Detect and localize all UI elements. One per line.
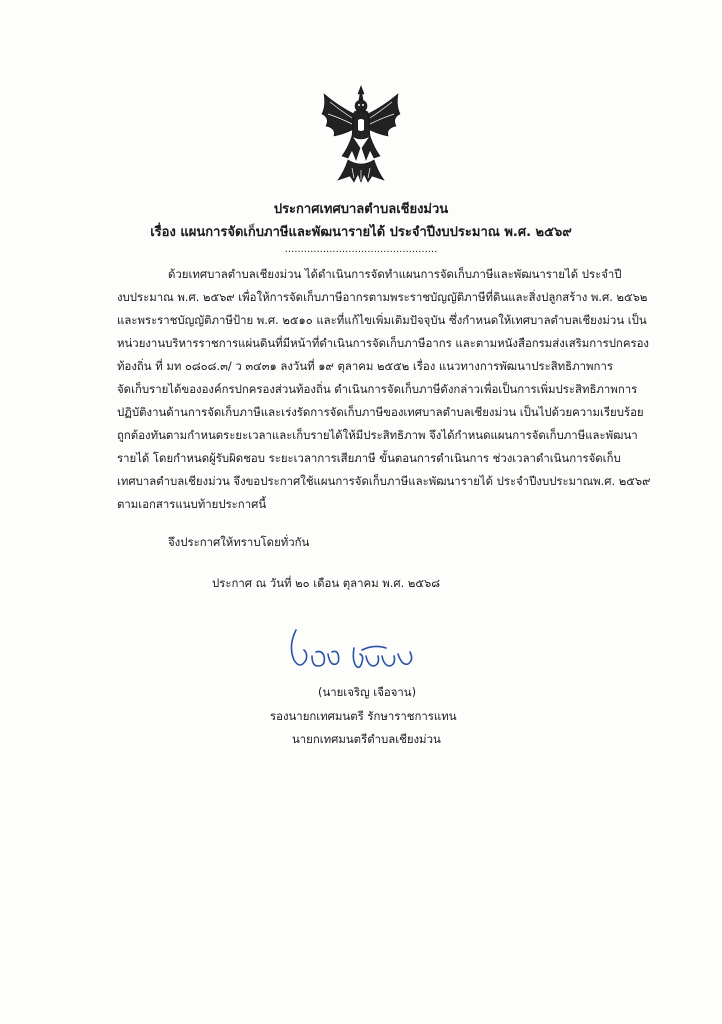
paragraph-line: เทศบาลตำบลเชียงม่วน จึงขอประกาศใช้แผนการจัดเก็บภาษีและพัฒนารายได้ ประจำปีงบประมาณพ.ศ. ๒๕๖๙ [117, 474, 651, 488]
paragraph-line: และพระราชบัญญัติภาษีป้าย พ.ศ. ๒๕๑๐ และที่แก้ไขเพิ่มเติมปัจจุบัน ซึ่งกำหนดให้เทศบาลตำบลเชียงม่วน เป็น [117, 313, 647, 327]
handwritten-signature [282, 620, 432, 676]
announce-line: จึงประกาศให้ทราบโดยทั่วกัน [168, 535, 310, 549]
garuda-emblem [318, 84, 404, 184]
paragraph-line: ปฏิบัติงานด้านการจัดเก็บภาษีและเร่งรัดการจัดเก็บภาษีของเทศบาลตำบลเชียงม่วน เป็นไปด้วยความเรียบร้อย [117, 405, 644, 419]
title-divider: ................................................ [284, 244, 438, 255]
paragraph-line: ตามเอกสารแนบท้ายประกาศนี้ [117, 497, 267, 511]
paragraph-line: หน่วยงานบริหารราชการแผ่นดินที่มีหน้าที่ดำเนินการจัดเก็บภาษีอากร และตามหนังสือกรมส่งเสริมการปกครอง [117, 336, 649, 350]
paragraph-line: งบประมาณ พ.ศ. ๒๕๖๙ เพื่อให้การจัดเก็บภาษีอากรตามพระราชบัญญัติภาษีที่ดินและสิ่งปลูกสร้าง พ.ศ. ๒๕๖๒ [117, 290, 648, 304]
paragraph-line: จัดเก็บรายได้ขององค์กรปกครองส่วนท้องถิ่น ดำเนินการจัดเก็บภาษีดังกล่าวเพื่อเป็นการเพิ่มประสิทธิภาพการ [117, 382, 638, 396]
subject-title: เรื่อง แผนการจัดเก็บภาษีและพัฒนารายได้ ประจำปีงบประมาณ พ.ศ. ๒๕๖๙ [150, 225, 572, 240]
paragraph-line: ถูกต้องทันตามกำหนดระยะเวลาและเก็บรายได้ให้มีประสิทธิภาพ จึงได้กำหนดแผนการจัดเก็บภาษีและพัฒนา [117, 428, 638, 442]
signer-position: รองนายกเทศมนตรี รักษาราชการแทน [270, 709, 457, 723]
org-title: ประกาศเทศบาลตำบลเชียงม่วน [273, 202, 449, 217]
paragraph-line: ท้องถิ่น ที่ มท ๐๘๐๘.๓/ ว ๓๔๓๑ ลงวันที่ ๑๙ ตุลาคม ๒๕๕๒ เรื่อง แนวทางการพัฒนาประสิทธิภาพการ [117, 359, 613, 373]
paragraph-line: รายได้ โดยกำหนดผู้รับผิดชอบ ระยะเวลาการเสียภาษี ขั้นตอนการดำเนินการ ช่วงเวลาดำเนินการจัดเก็บ [117, 451, 621, 465]
signer-name: (นายเจริญ เจือจาน) [318, 685, 417, 699]
paragraph-line: ด้วยเทศบาลตำบลเชียงม่วน ได้ดำเนินการจัดทำแผนการจัดเก็บภาษีและพัฒนารายได้ ประจำปี [168, 267, 622, 281]
signer-organization: นายกเทศมนตรีตำบลเชียงม่วน [292, 732, 441, 746]
date-line: ประกาศ ณ วันที่ ๒๐ เดือน ตุลาคม พ.ศ. ๒๕๖๘ [212, 576, 441, 590]
